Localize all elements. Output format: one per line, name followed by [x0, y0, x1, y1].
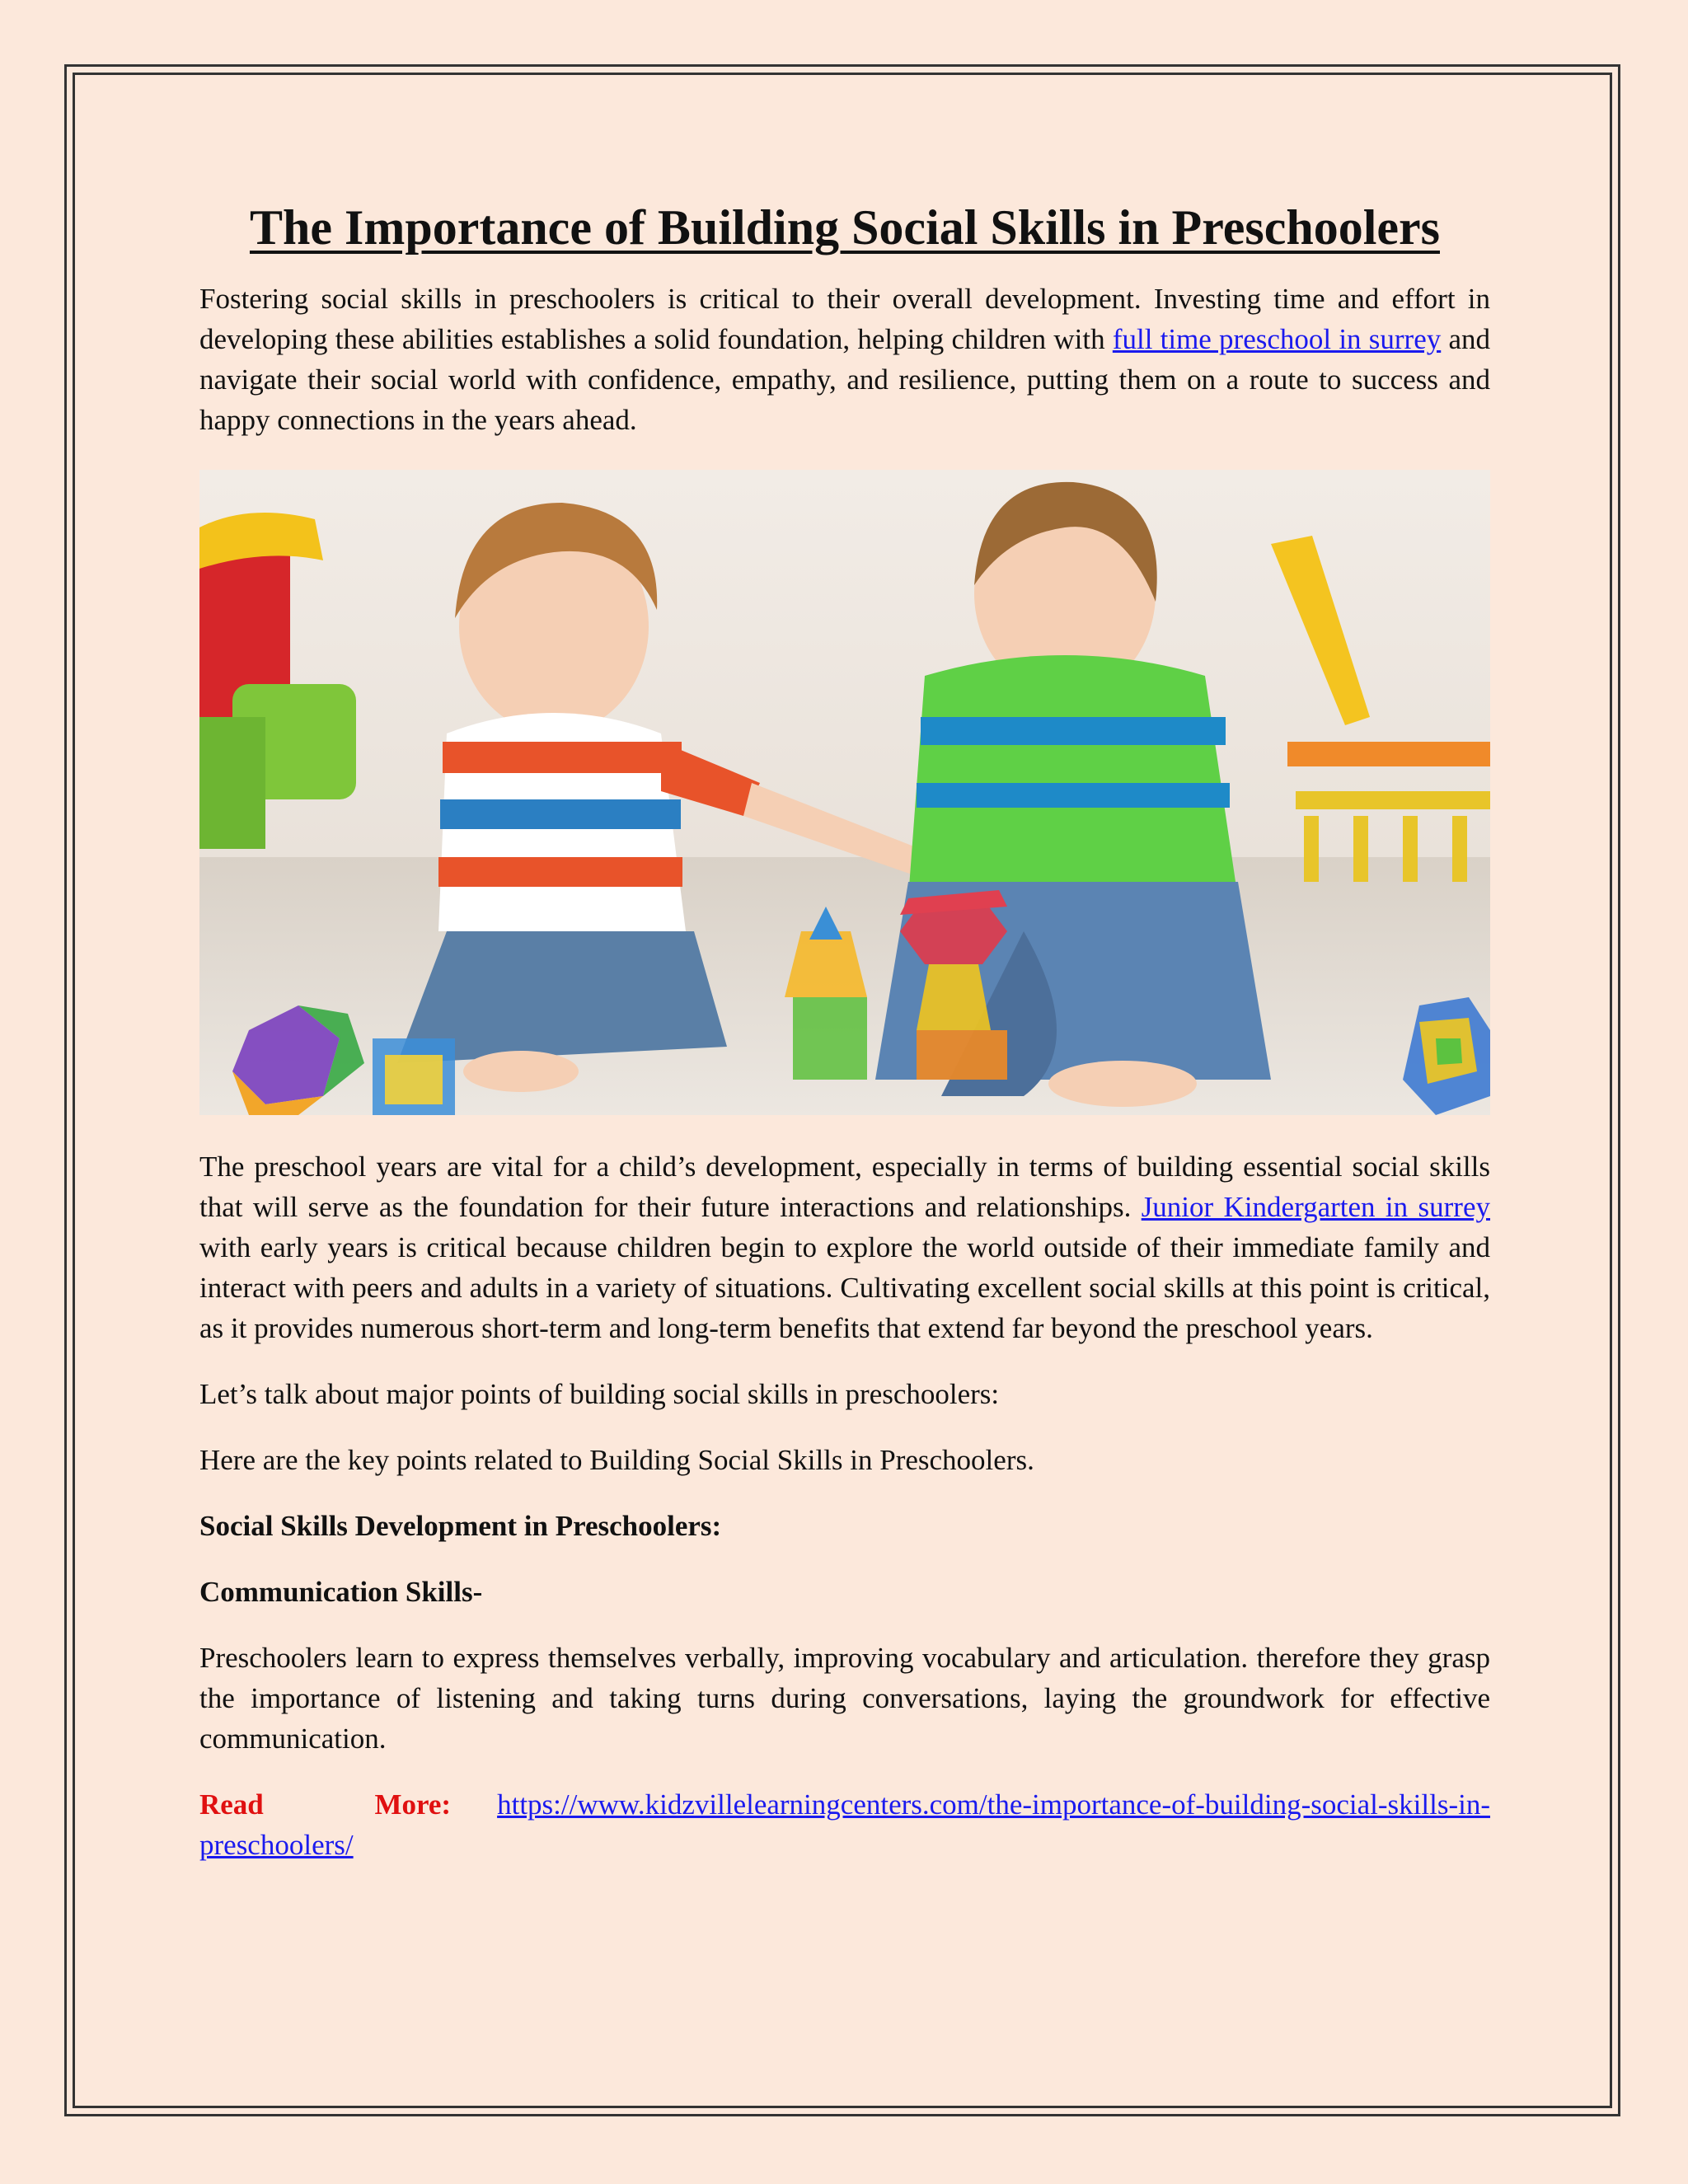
intro-text-start: Fostering social skills in preschoolers is critical to their overall development. Investing time and effort in developing these abilities establishes a solid foundation, helping children with [199, 283, 1490, 355]
social-skills-heading: Social Skills Development in Preschoolers: [199, 1510, 722, 1542]
document-body [199, 190, 1490, 1865]
page-title: The Importance of Building Social Skills in Preschoolers [249, 200, 1440, 255]
children-playing-photo [199, 470, 1490, 1115]
junior-kindergarten-link[interactable]: Junior Kindergarten in surrey [1141, 1191, 1490, 1223]
paragraph2-text-start: The preschool years are vital for a child’s development, especially in terms of building essential social skills that will serve as the foundation for their future interactions and relationships. [199, 1151, 1490, 1223]
communication-paragraph: Preschoolers learn to express themselves verbally, improving vocabulary and articulation. therefore they grasp the importance of listening and taking turns during conversations, laying the groundwork for effective communication. [199, 1642, 1490, 1755]
paragraph2-text-end: with early years is critical because children begin to explore the world outside of their immediate family and interact with peers and adults in a variety of situations. Cultivating excellent social skills at this point is critical, as it provides numerous short-term and long-term benefits that extend far beyond the preschool years. [199, 1231, 1490, 1344]
communication-skills-heading: Communication Skills- [199, 1576, 483, 1608]
preschool-years-paragraph [199, 1146, 1490, 1348]
major-points-intro: Let’s talk about major points of building social skills in preschoolers: [199, 1378, 1000, 1410]
read-more-row [199, 1784, 1490, 1865]
intro-paragraph [199, 279, 1490, 440]
intro-text-end: and navigate their social world with confidence, empathy, and resilience, putting them on a route to success and happy connections in the years ahead. [199, 323, 1490, 436]
read-more-link[interactable]: https://www.kidzvillelearningcenters.com/the-importance-of-building-social-skills-in-preschoolers/ [199, 1788, 1490, 1861]
full-time-preschool-link[interactable]: full time preschool in surrey [1112, 323, 1442, 355]
read-more-label: Read More: [199, 1788, 452, 1821]
key-points-intro: Here are the key points related to Building Social Skills in Preschoolers. [199, 1444, 1034, 1476]
